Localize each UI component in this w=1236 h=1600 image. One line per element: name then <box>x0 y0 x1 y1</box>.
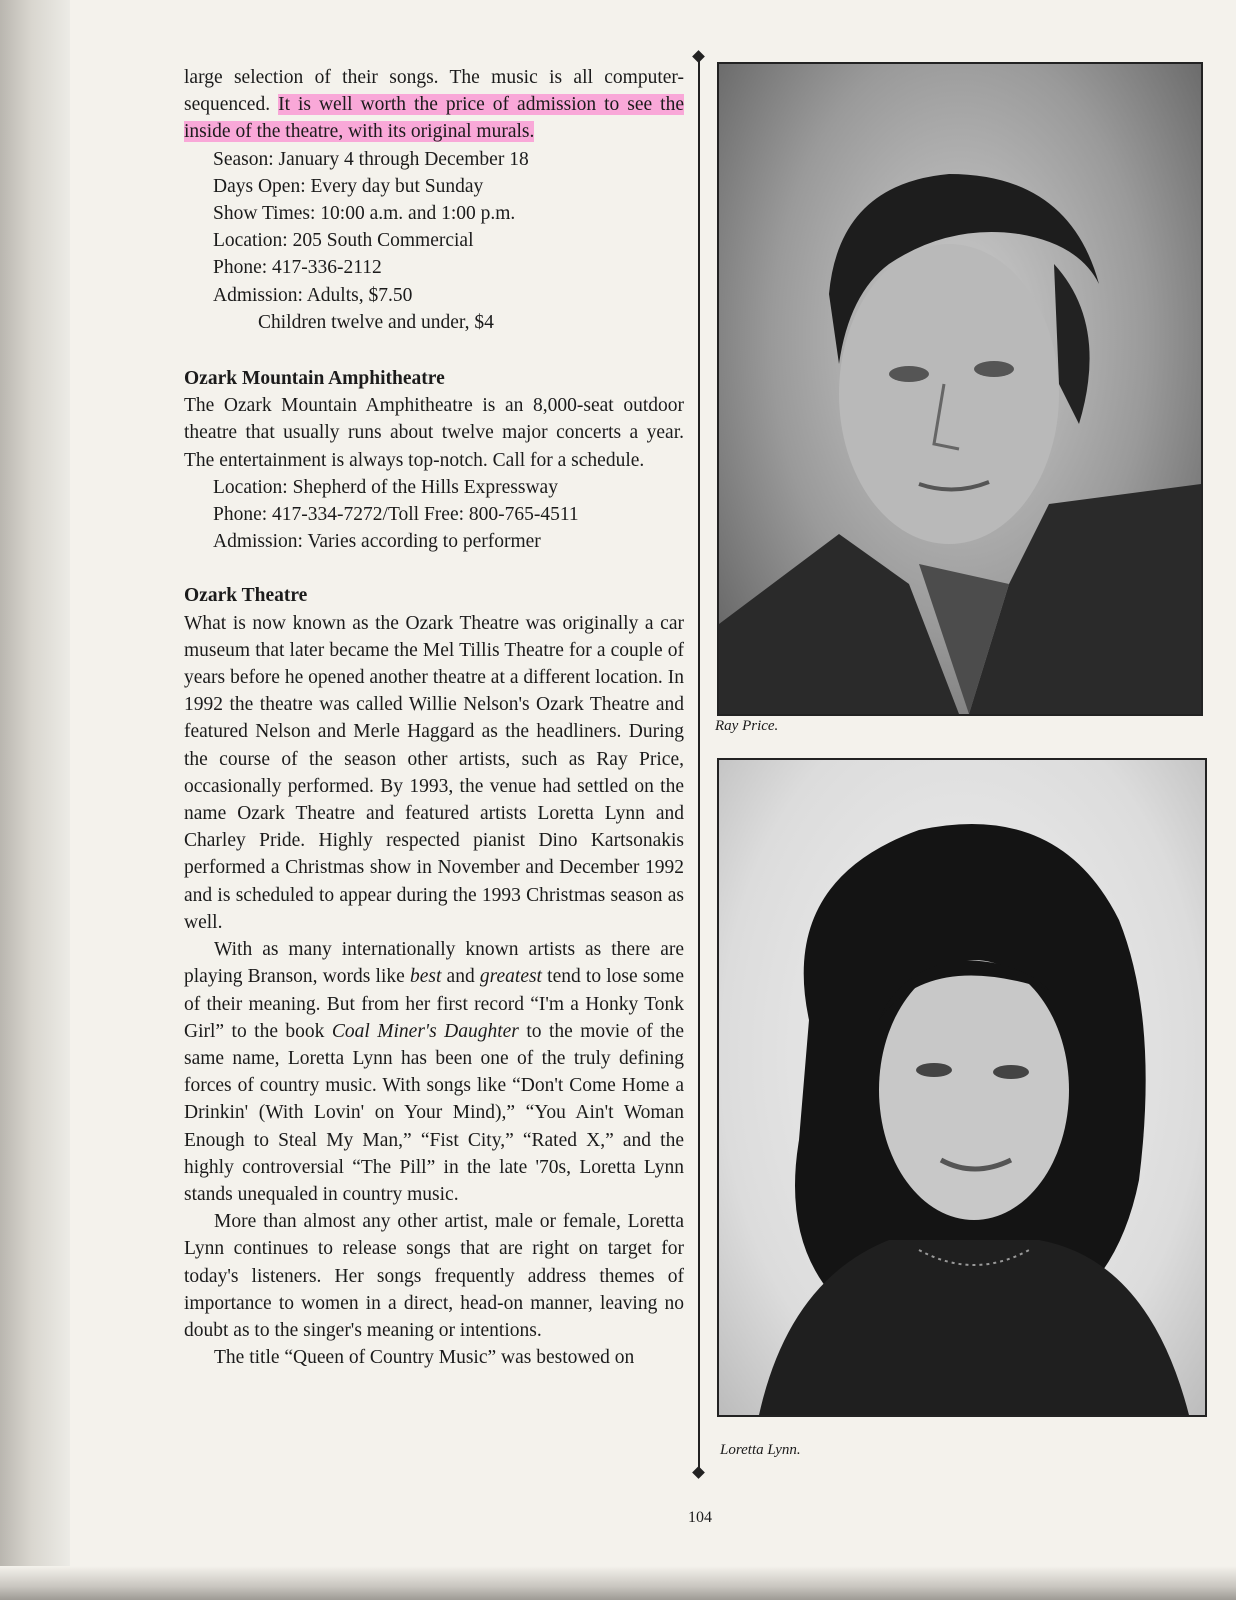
p2-italic-best: best <box>409 966 442 988</box>
amphitheatre-info-block <box>184 474 684 556</box>
location-line: Location: 205 South Commercial <box>213 230 474 252</box>
book-spine-shadow <box>0 0 70 1600</box>
ozark-theatre-paragraph-4: The title “Queen of Country Music” was bestowed on <box>214 1347 635 1369</box>
amphitheatre-location: Location: Shepherd of the Hills Expressway <box>213 476 558 498</box>
p2-italic-greatest: greatest <box>479 966 542 988</box>
season-line: Season: January 4 through December 18 <box>213 148 529 170</box>
p2-text-b: and <box>441 966 480 988</box>
p2-text-c: tend to lose some of their meaning. But from her first record “I'm a Honky Tonk Girl” to the book <box>184 966 684 1042</box>
phone-line: Phone: 417-336-2112 <box>213 257 382 279</box>
portrait-man-illustration <box>719 64 1201 714</box>
p2-italic-book-title: Coal Miner's Daughter <box>331 1020 519 1042</box>
amphitheatre-heading: Ozark Mountain Amphitheatre <box>184 368 445 390</box>
ozark-theatre-paragraph-1: What is now known as the Ozark Theatre was originally a car museum that later became the Mel Tillis Theatre for a couple of years before he opened another theatre at a different location. In 1992 the theatre was called Willie Nelson's Ozark Theatre and featured Nelson and Merle Haggard as the headliners. During the course of the season other artists, such as Ray Price, occasionally performed. By 1993, the venue had settled on the name Ozark Theatre and featured artists Loretta Lynn and Charley Pride. Highly respected pianist Dino Kartsonakis performed a Christmas show in November and December 1992 and is scheduled to appear during the 1993 Christmas season as well. <box>184 612 684 933</box>
p2-text-a: With as many internationally known artists as there are playing Branson, words like <box>184 939 684 988</box>
column-divider-rule <box>698 58 700 1472</box>
intro-paragraph <box>184 64 684 146</box>
children-admission-line: Children twelve and under, $4 <box>258 311 494 333</box>
scan-bottom-edge <box>0 1566 1236 1600</box>
divider-bottom-diamond <box>692 1466 705 1479</box>
ozark-theatre-heading: Ozark Theatre <box>184 585 308 607</box>
p2-text-d: to the movie of the same name, Loretta Lynn has been one of the truly defining forces of country music. With songs like “Don't Come Home a Drinkin' (With Lovin' on Your Mind),” “You Ain't Woman Enough to Steal My Man,” “Fist City,” “Rated X,” and the highly controversial “The Pill” in the late '70s, Loretta Lynn stands unequaled in country music. <box>184 1020 684 1205</box>
days-open-line: Days Open: Every day but Sunday <box>213 175 484 197</box>
admission-line: Admission: Adults, $7.50 <box>213 284 413 306</box>
photo-ray-price <box>717 62 1203 716</box>
page-number: 104 <box>688 1509 712 1526</box>
theatre-info-block <box>184 146 684 336</box>
show-times-line: Show Times: 10:00 a.m. and 1:00 p.m. <box>213 203 516 225</box>
portrait-woman-illustration <box>719 760 1205 1415</box>
highlighted-sentence: It is well worth the price of admission to see the inside of the theatre, with its original murals. <box>184 94 684 143</box>
intro-text: large selection of their songs. The music is all computer-sequenced. <box>184 67 684 116</box>
amphitheatre-description: The Ozark Mountain Amphitheatre is an 8,000-seat outdoor theatre that usually runs about twelve major concerts a year. The entertainment is always top-notch. Call for a schedule. <box>184 395 684 471</box>
caption-ray-price: Ray Price. <box>715 718 779 734</box>
ozark-theatre-paragraph-3: More than almost any other artist, male or female, Loretta Lynn continues to release songs that are right on target for today's listeners. Her songs frequently address themes of importance to women in a direct, head-on manner, leaving no doubt as to the singer's meaning or intentions. <box>184 1211 684 1341</box>
amphitheatre-phone: Phone: 417-334-7272/Toll Free: 800-765-4511 <box>213 504 579 526</box>
text-column <box>184 64 684 1371</box>
caption-loretta-lynn: Loretta Lynn. <box>720 1442 801 1458</box>
photo-loretta-lynn <box>717 758 1207 1417</box>
amphitheatre-admission: Admission: Varies according to performer <box>213 531 541 553</box>
divider-top-diamond <box>692 50 705 63</box>
ozark-theatre-paragraph-2 <box>184 936 684 1208</box>
